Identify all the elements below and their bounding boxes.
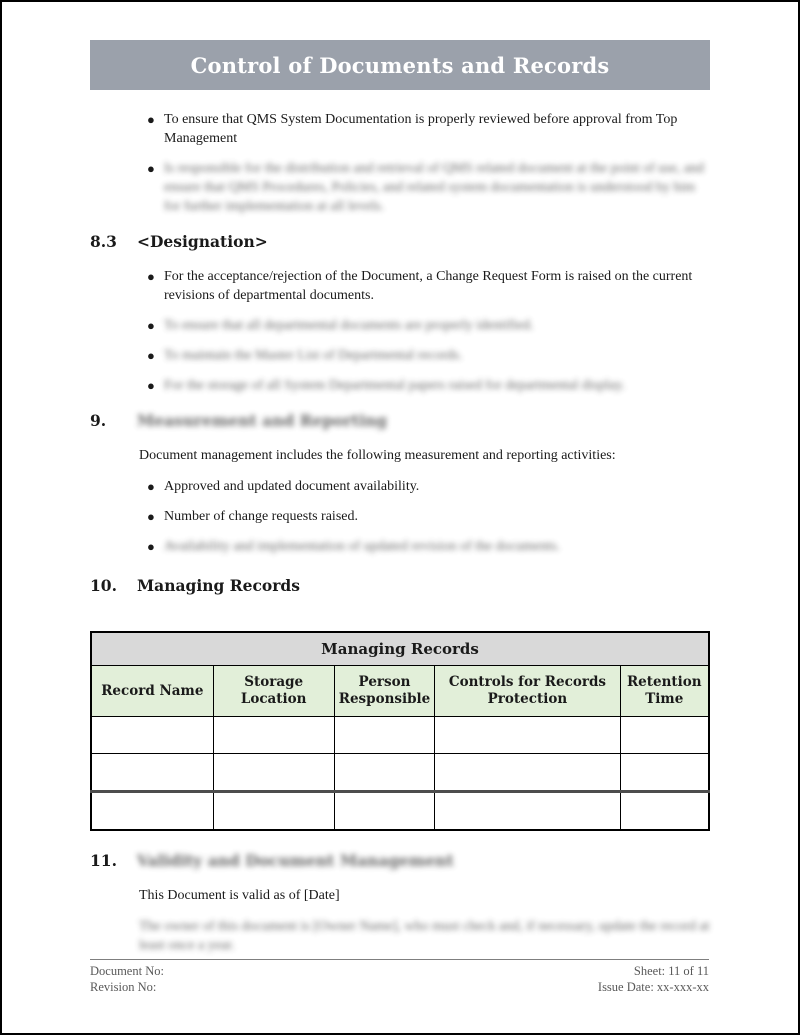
bullet-icon: ● [147, 161, 155, 176]
bullet-icon: ● [147, 509, 155, 524]
bullet-text-redacted: To maintain the Master List of Departmental records. [164, 348, 463, 363]
list-item [147, 346, 710, 365]
table-cell [334, 792, 435, 831]
bullet-text: Approved and updated document availability. [164, 479, 420, 494]
table-cell [435, 754, 620, 792]
table-cell [91, 754, 213, 792]
list-item [147, 159, 710, 216]
section-title: Managing Records [137, 576, 300, 595]
table-cell [91, 792, 213, 831]
paragraph: Document management includes the following measurement and reporting activities: [139, 448, 616, 463]
bullet-text: Number of change requests raised. [164, 509, 358, 524]
table-cell [620, 754, 709, 792]
section-heading-validity [90, 851, 710, 870]
issue-date: Issue Date: xx-xxx-xx [597, 980, 709, 994]
bullet-text-redacted: Is responsible for the distribution and retrieval of QMS related document at the point of use, and ensure that QMS Procedures, Policies, and related system documentation is understood by him for further implementation at all levels. [164, 161, 705, 214]
table-header-row [91, 666, 709, 717]
list-item [147, 477, 710, 496]
section-number: 11. [90, 851, 117, 870]
table-row [91, 754, 709, 792]
paragraph: This Document is valid as of [Date] [139, 888, 340, 903]
footer-right [598, 963, 709, 995]
table-row [91, 792, 709, 831]
table-cell [334, 754, 435, 792]
section-number: 9. [90, 411, 107, 430]
table-cell [213, 792, 334, 831]
bullet-icon: ● [147, 348, 155, 363]
column-header: Person Responsible [334, 666, 435, 717]
managing-records-table [90, 631, 710, 831]
section-heading-designation [90, 232, 710, 251]
paragraph-redacted: The owner of this document is [Owner Name], who must check and, if necessary, update the record at least once a year. [139, 919, 710, 953]
section-number: 8.3 [90, 232, 117, 251]
column-header: Storage Location [213, 666, 334, 717]
list-item [147, 267, 710, 305]
bullet-icon: ● [147, 269, 155, 284]
bullet-text-redacted: To ensure that all departmental documents are properly identified. [164, 318, 534, 333]
table-row [91, 717, 709, 754]
table-cell [620, 792, 709, 831]
table-cell [435, 792, 620, 831]
bullet-icon: ● [147, 318, 155, 333]
section-number: 10. [90, 576, 117, 595]
page-footer [90, 959, 709, 995]
table-cell [213, 717, 334, 754]
table-cell [334, 717, 435, 754]
section-heading-managing-records [90, 576, 710, 595]
title-banner [90, 40, 710, 90]
bullet-text: To ensure that QMS System Documentation is properly reviewed before approval from Top Management [164, 112, 678, 146]
table-cell [213, 754, 334, 792]
list-item [147, 376, 710, 395]
list-item [147, 316, 710, 335]
revision-no-label: Revision No: [90, 980, 157, 994]
bullet-text-redacted: For the storage of all System Departmental papers raised for departmental display. [164, 378, 625, 393]
table-title: Managing Records [91, 632, 709, 666]
column-header: Retention Time [620, 666, 709, 717]
table-title-row [91, 632, 709, 666]
column-header: Controls for Records Protection [435, 666, 620, 717]
sheet-number: Sheet: 11 of 11 [633, 964, 709, 978]
section-title: <Designation> [137, 232, 268, 251]
column-header: Record Name [91, 666, 213, 717]
section-heading-measurement [90, 411, 710, 430]
bullet-icon: ● [147, 479, 155, 494]
table-cell [91, 717, 213, 754]
list-item [147, 537, 710, 556]
table-cell [620, 717, 709, 754]
bullet-icon: ● [147, 378, 155, 393]
bullet-text-redacted: Availability and implementation of updated revision of the documents. [164, 539, 560, 554]
section-title-redacted: Measurement and Reporting [137, 411, 387, 430]
list-item [147, 110, 710, 148]
footer-left [90, 963, 164, 995]
bullet-icon: ● [147, 112, 155, 127]
section-title-redacted: Validity and Document Management [137, 851, 454, 870]
page-content [2, 2, 798, 955]
list-item [147, 507, 710, 526]
document-no-label: Document No: [90, 964, 164, 978]
bullet-text: For the acceptance/rejection of the Document, a Change Request Form is raised on the current revisions of departmental documents. [164, 269, 693, 303]
bullet-icon: ● [147, 539, 155, 554]
document-title: Control of Documents and Records [190, 52, 610, 78]
table-cell [435, 717, 620, 754]
